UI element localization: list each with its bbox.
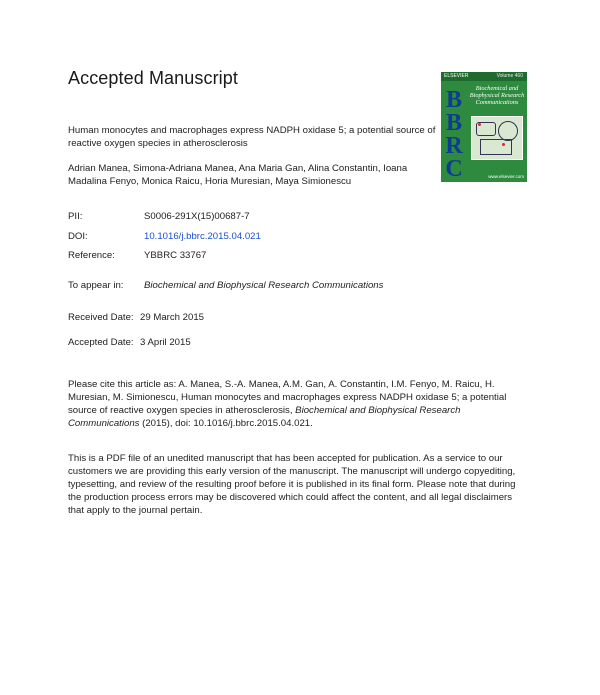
citation-paragraph [68,378,528,430]
meta-reference-value: YBBRC 33767 [144,250,207,261]
doi-link[interactable]: 10.1016/j.bbrc.2015.04.021 [144,231,261,242]
meta-accepted-label: Accepted Date: [68,337,134,348]
meta-received-value: 29 March 2015 [140,312,204,323]
citation-text-part1: Please cite this article as: A. Manea, S.-A. Manea, A.M. Gan, A. Constantin, I.M. Fenyo, M. Raicu, H. Muresian, M. Simionescu, Human monocytes and macrophages express NADPH oxidase 5; a potential source of reactive oxygen species in atherosclerosis, [68,379,507,416]
meta-accepted-value: 3 April 2015 [140,337,191,348]
cover-footer: www.elsevier.com [488,174,524,179]
cover-artwork [471,116,523,160]
page-title: Accepted Manuscript [68,68,238,88]
meta-journal-value: Biochemical and Biophysical Research Communications [144,280,384,291]
meta-appear-label: To appear in: [68,280,124,291]
cover-letter-b1: B [445,87,462,113]
journal-cover-image [441,72,527,182]
cover-letter-r: R [445,133,463,159]
cover-volume: Volume 460 [496,73,523,79]
citation-journal: Biochemical and Biophysical Research Communications [68,405,461,429]
citation-text-part2: (2015), doi: 10.1016/j.bbrc.2015.04.021. [139,418,313,429]
cover-letter-c: C [445,156,463,182]
meta-pii-value: S0006-291X(15)00687-7 [144,211,250,222]
meta-reference-label: Reference: [68,250,115,261]
disclaimer-paragraph: This is a PDF file of an unedited manuscript that has been accepted for publication. As a service to our customers we are providing this early version of the manuscript. The manuscript will undergo copyediting, typesetting, and review of the resulting proof before it is published in its final form. Please note that during the production process errors may be discovered which could affect the content, and all legal disclaimers that apply to the journal pertain. [68,453,516,516]
meta-doi-label: DOI: [68,231,88,242]
cover-letter-b2: B [445,110,462,136]
article-title: Human monocytes and macrophages express NADPH oxidase 5; a potential source of reactive oxygen species in atherosclerosis [68,125,436,149]
meta-pii-label: PII: [68,211,83,222]
cover-journal-name: Biochemical and Biophysical Research Communications [469,85,525,106]
article-authors: Adrian Manea, Simona-Adriana Manea, Ana Maria Gan, Alina Constantin, Ioana Madalina Fenyo, Monica Raicu, Horia Muresian, Maya Simionescu [68,163,408,187]
cover-publisher: ELSEVIER [444,73,469,79]
meta-received-label: Received Date: [68,312,134,323]
